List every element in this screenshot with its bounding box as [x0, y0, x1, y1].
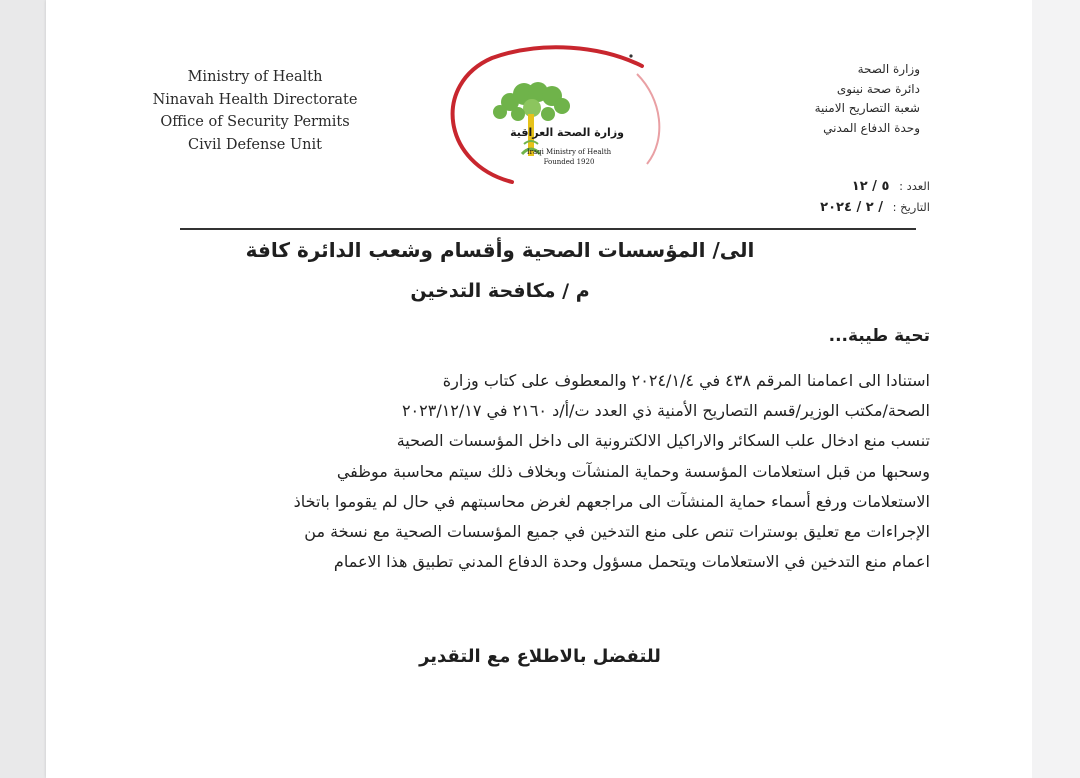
- page-edge: [1032, 0, 1080, 778]
- arabic-header-office: شعبة التصاريح الامنية: [814, 101, 920, 115]
- body-line: اعمام منع التدخين في الاستعلامات ويتحمل مسؤول وحدة الدفاع المدني تطبيق هذا الاعمام: [333, 552, 930, 572]
- reference-number-label: العدد :: [899, 179, 930, 193]
- english-header-ministry: Ministry of Health: [187, 69, 323, 85]
- reference-number-row: [760, 176, 930, 197]
- letter-recipient: الى/ المؤسسات الصحية وأقسام وشعب الدائرة كافة: [245, 238, 755, 262]
- body-line: الصحة/مكتب الوزير/قسم التصاريح الأمنية ذي العدد ت/أ/د ٢١٦٠ في ٢٠٢٣/١٢/١٧: [401, 401, 930, 421]
- logo-founded: Founded 1920: [543, 158, 595, 166]
- arabic-header-ministry: وزارة الصحة: [857, 62, 920, 76]
- body-line: تنسب منع ادخال علب السكائر والاراكيل الالكترونية الى داخل المؤسسات الصحية: [396, 431, 930, 451]
- letter-subject: م / مكافحة التدخين: [410, 280, 590, 302]
- reference-number-value: ٥ / ١٢: [851, 179, 890, 194]
- body-line: الإجراءات مع تعليق بوسترات تنص على منع التدخين في جميع المؤسسات الصحية مع نسخة من: [304, 521, 930, 541]
- reference-date-value: / ٢ / ٢٠٢٤: [820, 200, 883, 215]
- english-header-unit: Civil Defense Unit: [188, 136, 322, 153]
- letter-closing: للتفضل بالاطلاع مع التقدير: [419, 646, 661, 667]
- header-divider: [180, 228, 916, 230]
- arabic-header-unit: وحدة الدفاع المدني: [823, 120, 920, 135]
- letter-body: [160, 366, 930, 577]
- english-header-directorate: Ninavah Health Directorate: [152, 91, 358, 108]
- logo-name-english: Iraqi Ministry of Health: [526, 148, 612, 156]
- body-line: الاستعلامات ورفع أسماء حماية المنشآت الى مراجعهم لغرض محاسبتهم في حال لم يقوموا باتخاذ: [293, 491, 930, 511]
- reference-date-label: التاريخ :: [892, 200, 930, 214]
- arabic-header-directorate: دائرة صحة نينوى: [836, 81, 920, 96]
- english-header-office: Office of Security Permits: [160, 114, 350, 130]
- palm-tree-icon: [493, 82, 570, 156]
- ministry-logo: [432, 44, 682, 194]
- logo-emblem-icon: [432, 44, 682, 194]
- english-header: [150, 66, 360, 156]
- reference-date-row: [760, 197, 930, 218]
- arabic-header: [720, 60, 920, 138]
- letter-greeting: تحية طيبة...: [828, 326, 930, 346]
- letter-reference: [760, 176, 930, 218]
- logo-name-arabic: وزارة الصحة العراقية: [510, 126, 624, 139]
- body-line: استنادا الى اعمامنا المرقم ٤٣٨ في ٢٠٢٤/١/٤ والمعطوف على كتاب وزارة: [442, 371, 930, 390]
- body-line: وسحبها من قبل استعلامات المؤسسة وحماية المنشآت وبخلاف ذلك سيتم محاسبة موظفي: [336, 461, 930, 481]
